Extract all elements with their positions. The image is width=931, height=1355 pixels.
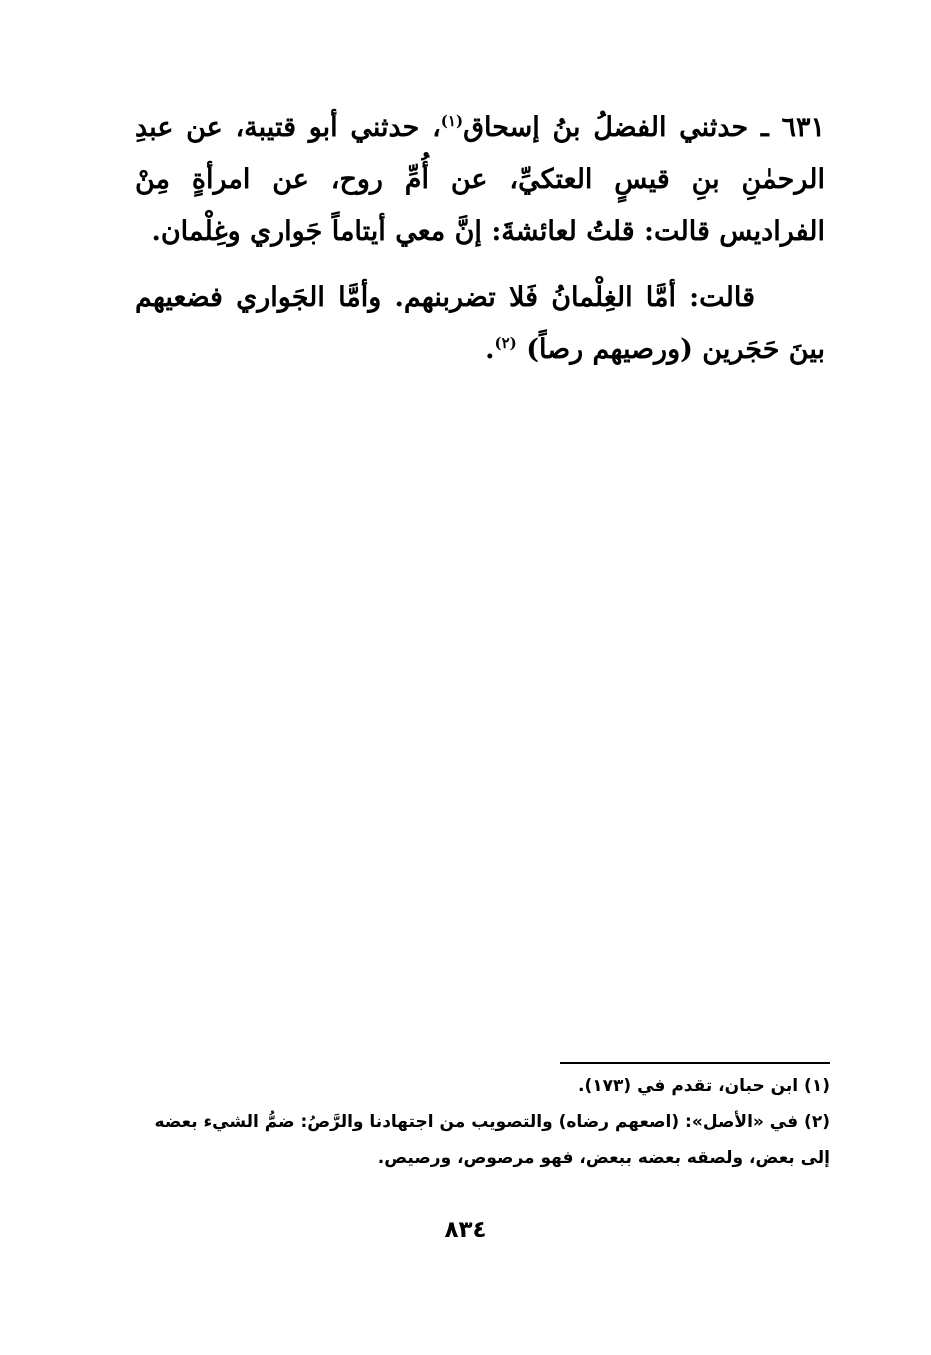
hadith-paragraph-1	[135, 102, 825, 258]
footnote-ref-2: (٢)	[494, 334, 517, 352]
footnotes-section	[140, 1062, 830, 1176]
footnote-ref-1: (١)	[440, 112, 464, 130]
hadith-answer-end: .	[485, 334, 495, 365]
hadith-answer: قالت: أمَّا الغِلْمانُ فَلا تضربنهم. وأمَّا الجَواري فضعيهم بينَ حَجَرين (ورصيهم رصاً)	[135, 282, 825, 365]
hadith-chain-start: ٦٣١ ـ حدثني الفضلُ بنُ إسحاق	[463, 112, 825, 143]
hadith-text	[135, 102, 825, 376]
footnote-1: (١) ابن حبان، تقدم في (١٧٣).	[578, 1076, 830, 1096]
hadith-chain-rest: ، حدثني أبو قتيبة، عن عبدِ الرحمٰنِ بنِ قيسٍ العتكيِّ، عن أُمِّ روح، عن امرأةٍ مِنْ الفراديس قالت: قلتُ لعائشةَ: إنَّ معي أيتاماً جَواري وغِلْمان.	[135, 112, 825, 247]
footnote-list	[140, 1062, 830, 1176]
footnote-2: (٢) في «الأصل»: (اصعهم رضاه) والتصويب من اجتهادنا والرَّصُ: ضمُّ الشيء بعضه إلى بعض، ولصقه بعضه ببعض، فهو مرصوص، ورصيص.	[154, 1112, 830, 1168]
hadith-paragraph-2	[135, 272, 825, 376]
footnote-divider	[560, 1062, 830, 1064]
page-number: ٨٣٤	[444, 1217, 487, 1243]
